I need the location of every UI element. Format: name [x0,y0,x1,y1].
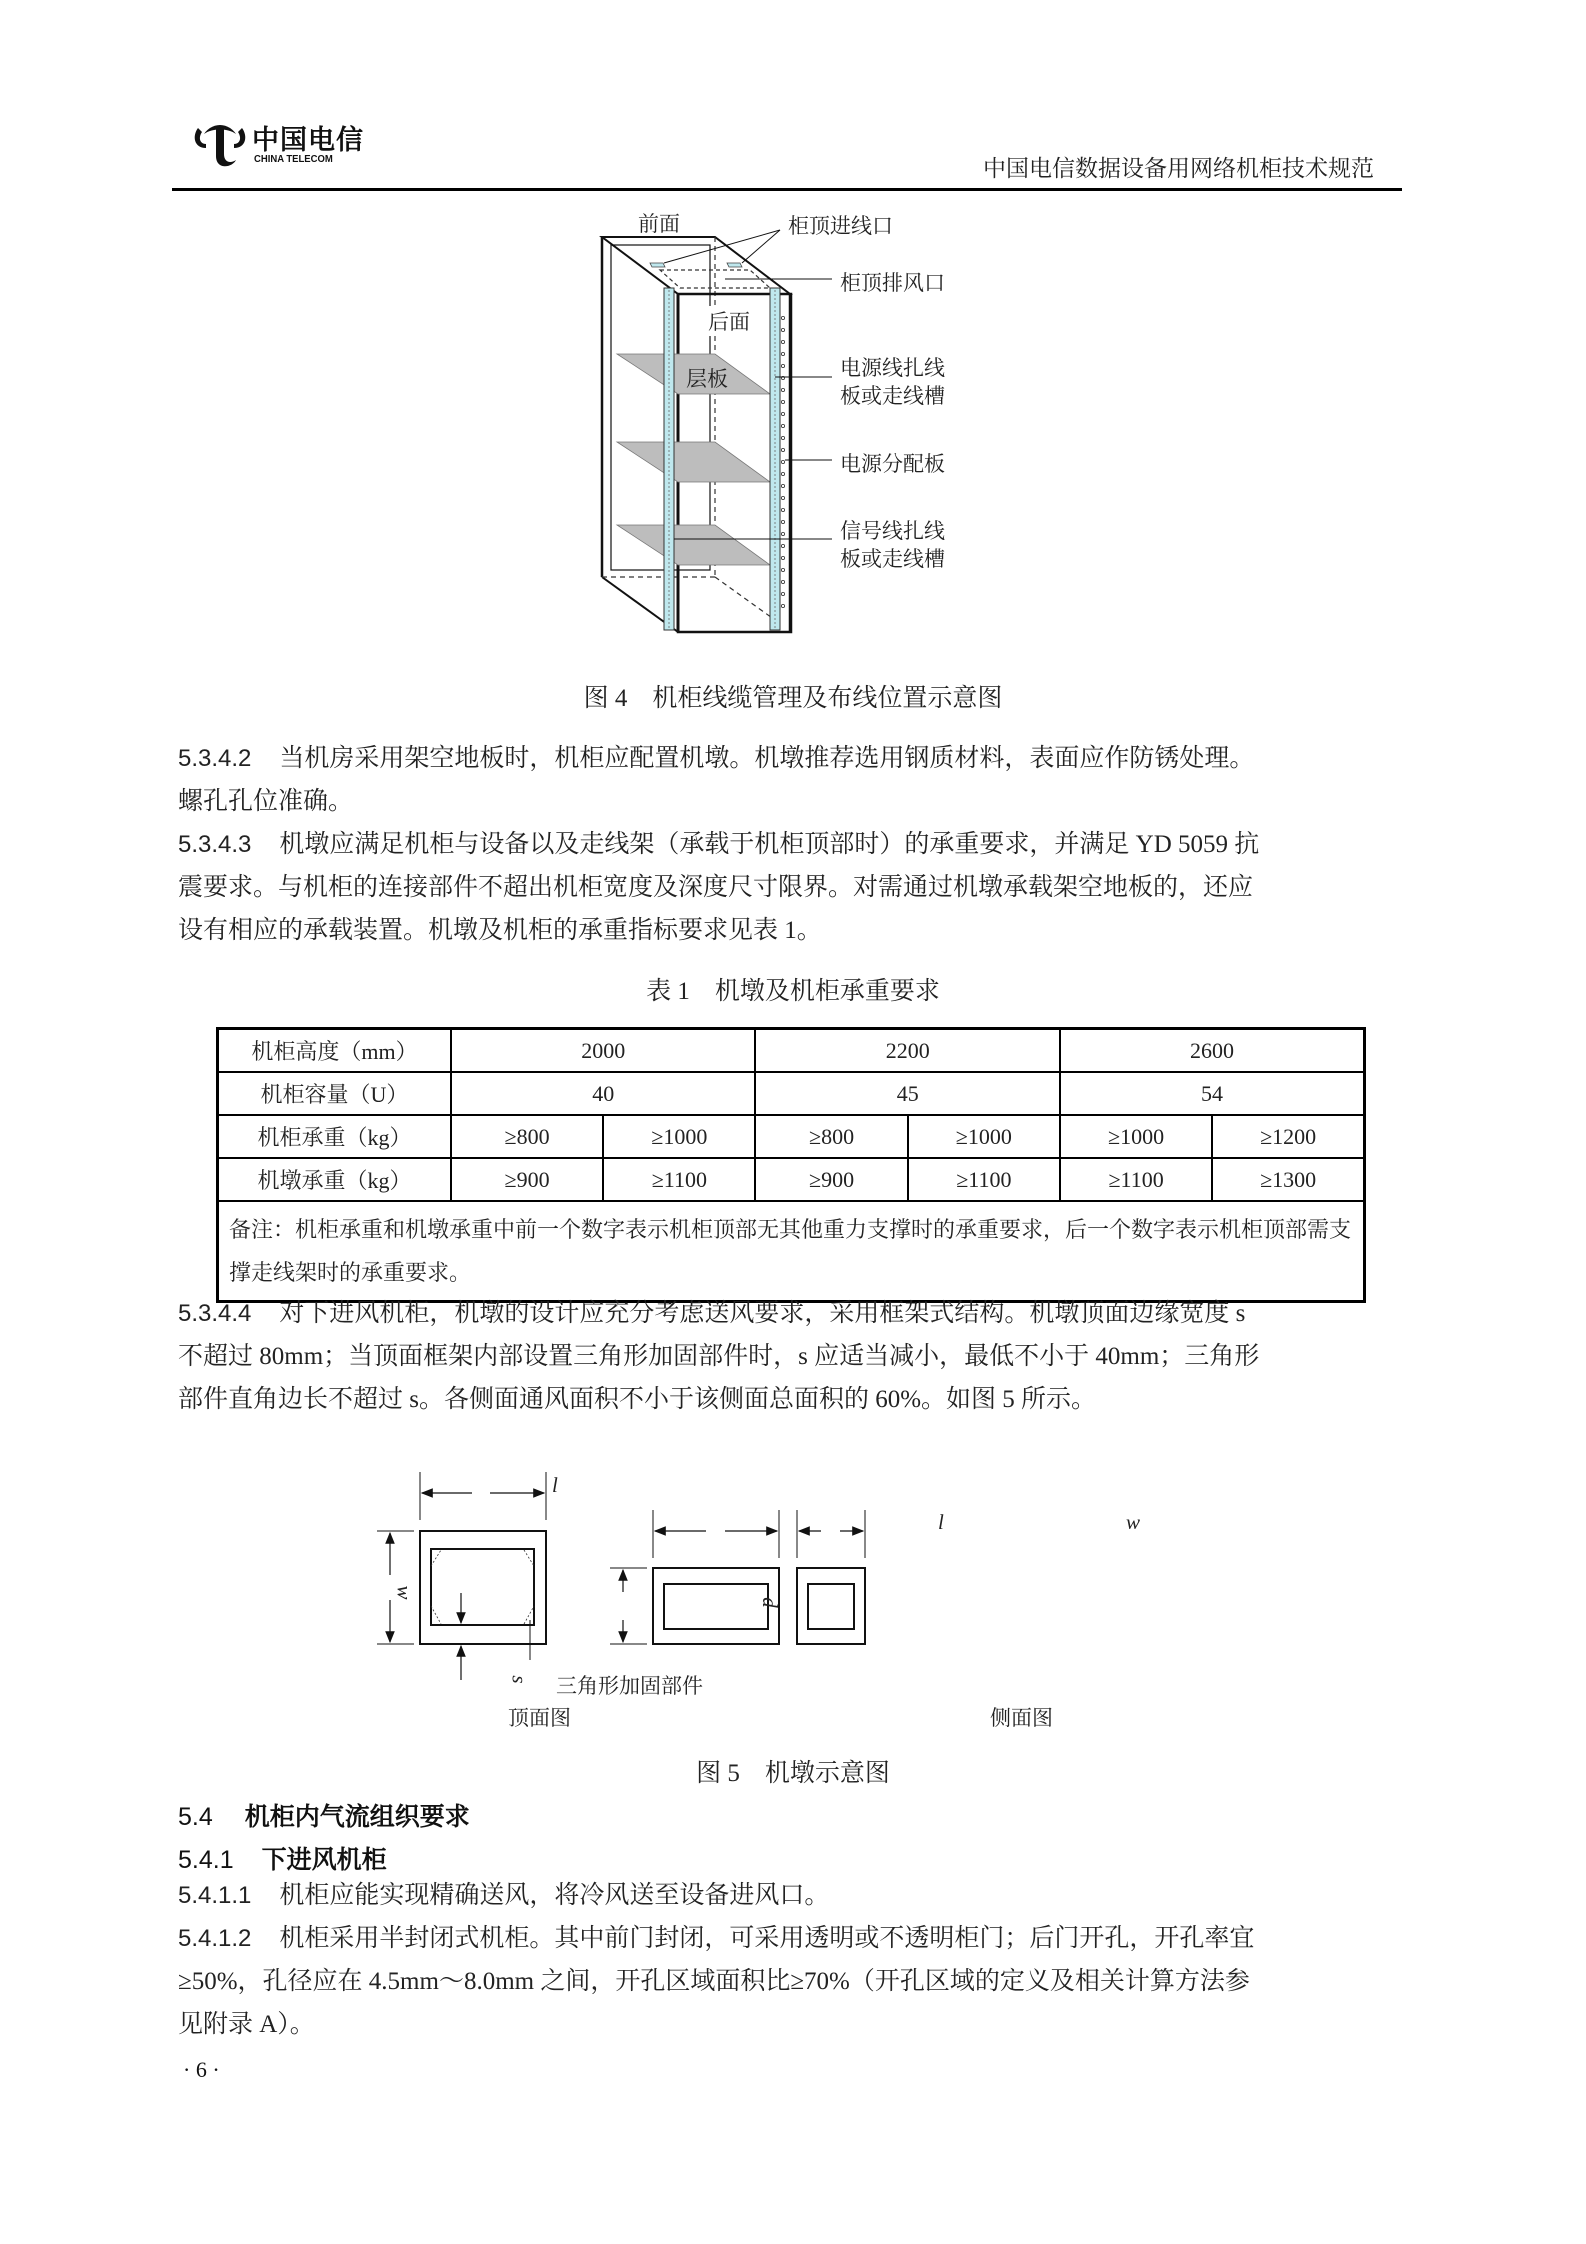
clause-number: 5.3.4.3 [178,831,252,858]
top-view-dim-s: s [507,1675,532,1684]
table-cell: ≥900 [451,1158,603,1201]
table-note-row [218,1201,1365,1302]
triangle-reinforcement-callout: 三角形加固部件 [556,1674,703,1698]
figure-5-base-diagram [370,1460,1230,1760]
label-signal-cable-tray-2: 板或走线槽 [840,547,945,571]
clause-5-3-4-4 [178,1292,1400,1421]
clause-5-4-1-2 [178,1917,1400,2046]
clause-text-cont: 部件直角边长不超过 s。各侧面通风面积不小于该侧面总面积的 60%。如图 5 所示。 [178,1386,1097,1413]
clause-5-4-1-1 [178,1874,1400,1917]
table-row [218,1072,1365,1115]
label-power-distribution: 电源分配板 [840,452,945,476]
label-shelf: 层板 [686,367,728,391]
clause-text: 机柜采用半封闭式机柜。其中前门封闭，可采用透明或不透明柜门；后门开孔，开孔率宜 [279,1925,1255,1952]
table-cell: 45 [755,1072,1060,1115]
figure-4-caption: 图 4 机柜线缆管理及布线位置示意图 [583,685,1003,712]
china-telecom-emblem-icon [190,114,250,172]
top-view-dim-l: l [552,1473,558,1497]
row-header: 机柜承重（kg） [218,1115,451,1158]
side-view-dim-d: d [757,1597,782,1608]
clause-5-3-4-3 [178,823,1400,952]
table-cell: 2600 [1060,1029,1365,1073]
table-cell: 2000 [451,1029,756,1073]
clause-text: 机柜应能实现精确送风，将冷风送至设备进风口。 [279,1882,830,1909]
china-telecom-logo [190,112,390,172]
clause-text: 当机房采用架空地板时，机柜应配置机墩。机墩推荐选用钢质材料，表面应作防锈处理。 [279,745,1255,772]
table-cell: ≥900 [755,1158,907,1201]
logo-english-text: CHINA TELECOM [254,154,333,165]
table-cell: ≥1000 [908,1115,1060,1158]
document-header-title: 中国电信数据设备用网络机柜技术规范 [983,156,1374,181]
clause-number: 5.3.4.2 [178,745,252,772]
row-header: 机柜高度（mm） [218,1029,451,1073]
label-back: 后面 [708,306,750,336]
clause-text-cont: ≥50%，孔径应在 4.5mm～8.0mm 之间，开孔区域面积比≥70%（开孔区域的定义及相关计算方法参 [178,1968,1250,1995]
table-cell: ≥1100 [603,1158,755,1201]
table-cell: 2200 [755,1029,1060,1073]
section-title: 机柜内气流组织要求 [244,1803,470,1831]
clause-5-3-4-2 [178,737,1400,823]
section-number: 5.4.1 [178,1846,234,1874]
table-row [218,1029,1365,1073]
clause-text: 对下进风机柜，机墩的设计应充分考虑送风要求，采用框架式结构。机墩顶面边缘宽度 s [279,1300,1246,1327]
figure-5-caption: 图 5 机墩示意图 [696,1760,890,1787]
clause-text-cont: 不超过 80mm；当顶面框架内部设置三角形加固部件时，s 应适当减小，最低不小于 40mm；三角形 [178,1343,1260,1370]
clause-text-cont: 见附录 A）。 [178,2011,315,2038]
table-cell: ≥1300 [1212,1158,1364,1201]
table-cell: ≥1100 [908,1158,1060,1201]
clause-text-cont: 设有相应的承载装置。机墩及机柜的承重指标要求见表 1。 [178,917,822,944]
section-title: 下进风机柜 [261,1846,387,1874]
table-cell: ≥800 [451,1115,603,1158]
section-5-4-1-heading [178,1840,387,1876]
label-front: 前面 [638,212,680,236]
load-requirements-table [216,1027,1366,1303]
label-signal-cable-tray-1: 信号线扎线 [840,519,945,543]
section-5-4-heading [178,1797,470,1833]
clause-number: 5.3.4.4 [178,1300,252,1327]
row-header: 机柜容量（U） [218,1072,451,1115]
header-divider [172,188,1402,191]
clause-number: 5.4.1.2 [178,1925,252,1952]
label-top-exhaust: 柜顶排风口 [840,271,945,295]
table-cell: ≥1200 [1212,1115,1364,1158]
table-cell: ≥800 [755,1115,907,1158]
top-view-label: 顶面图 [508,1706,571,1730]
table-1-caption: 表 1 机墩及机柜承重要求 [646,978,940,1005]
table-cell: ≥1000 [1060,1115,1212,1158]
label-power-cable-tray-2: 板或走线槽 [840,384,945,408]
table-cell: 54 [1060,1072,1365,1115]
clause-number: 5.4.1.1 [178,1882,252,1909]
table-cell: ≥1000 [603,1115,755,1158]
logo-chinese-text: 中国电信 [252,125,364,156]
table-cell: 40 [451,1072,756,1115]
side-view-dim-w: w [1126,1510,1141,1534]
clause-text-cont: 螺孔孔位准确。 [178,788,354,815]
side-view-dim-l: l [938,1510,944,1534]
row-header: 机墩承重（kg） [218,1158,451,1201]
table-cell: ≥1100 [1060,1158,1212,1201]
label-power-cable-tray-1: 电源线扎线 [840,356,945,380]
side-view-label: 侧面图 [990,1706,1053,1730]
top-view-dim-w: w [392,1585,417,1600]
label-top-cable-inlet: 柜顶进线口 [788,214,893,238]
table-row [218,1158,1365,1201]
clause-text: 机墩应满足机柜与设备以及走线架（承载于机柜顶部时）的承重要求，并满足 YD 5059 抗 [279,831,1260,858]
table-row [218,1115,1365,1158]
clause-text-cont: 震要求。与机柜的连接部件不超出机柜宽度及深度尺寸限界。对需通过机墩承载架空地板的，还应 [178,874,1254,901]
page-number: · 6 · [183,2057,220,2082]
figure-4-cabinet-diagram [580,200,1000,650]
table-note: 备注：机柜承重和机墩承重中前一个数字表示机柜顶部无其他重力支撑时的承重要求，后一个数字表示机柜顶部需支撑走线架时的承重要求。 [218,1201,1365,1302]
section-number: 5.4 [178,1803,213,1831]
